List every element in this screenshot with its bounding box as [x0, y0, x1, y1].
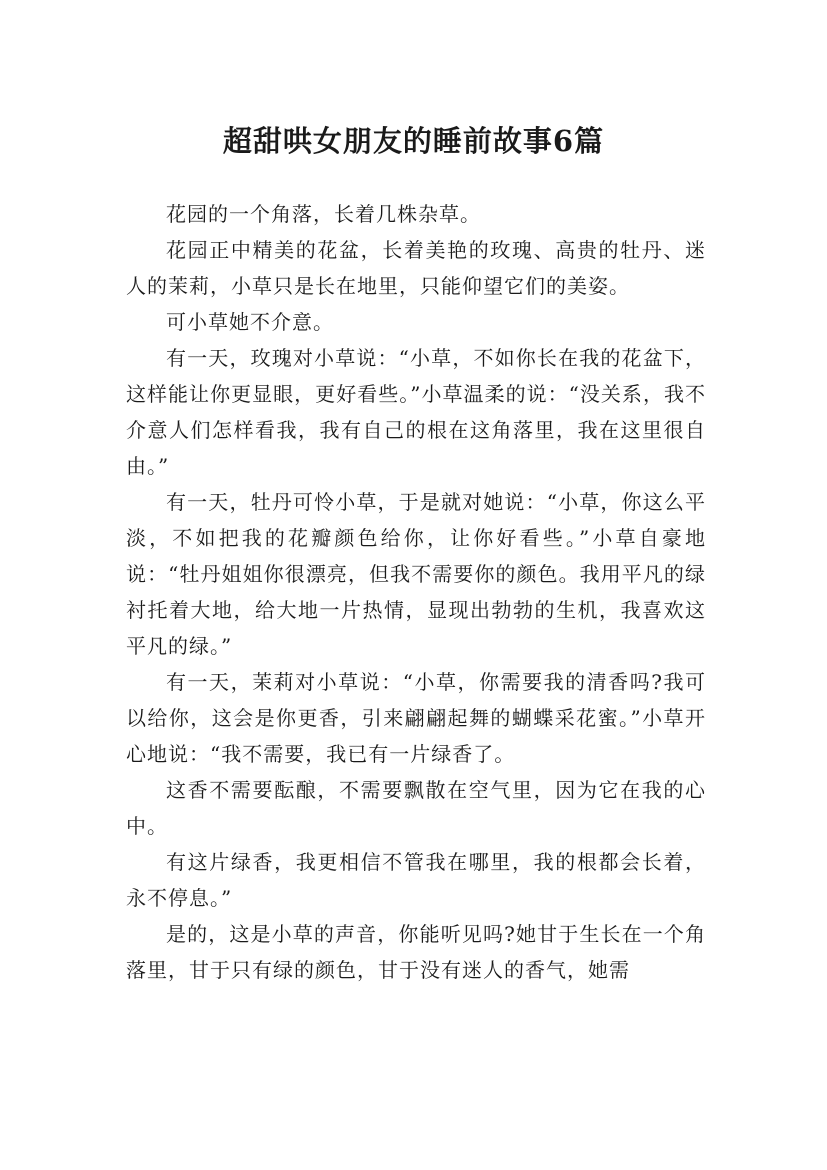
paragraph: 是的，这是小草的声音，你能听见吗?她甘于生长在一个角落里，甘于只有绿的颜色，甘于没有迷人的香气，她需	[126, 922, 706, 982]
paragraph: 可小草她不介意。	[166, 310, 334, 334]
paragraph: 有一天，玫瑰对小草说：“小草，不如你长在我的花盆下，这样能让你更显眼，更好看些。”小草温柔的说：“没关系，我不介意人们怎样看我，我有自己的根在这角落里，我在这里很自由。”	[126, 346, 706, 478]
paragraph: 这香不需要酝酿，不需要飘散在空气里，因为它在我的心中。	[126, 778, 706, 838]
paragraph: 花园的一个角落，长着几株杂草。	[166, 202, 481, 226]
paragraph: 有这片绿香，我更相信不管我在哪里，我的根都会长着，永不停息。”	[126, 850, 706, 910]
paragraph: 花园正中精美的花盆，长着美艳的玫瑰、高贵的牡丹、迷人的茉莉，小草只是长在地里，只能仰望它们的美姿。	[126, 238, 706, 298]
paragraph: 有一天，牡丹可怜小草，于是就对她说：“小草，你这么平淡，不如把我的花瓣颜色给你，让你好看些。”小草自豪地说：“牡丹姐姐你很漂亮，但我不需要你的颜色。我用平凡的绿衬托着大地，给大地一片热情，显现出勃勃的生机，我喜欢这平凡的绿。”	[126, 490, 706, 658]
paragraph: 有一天，茉莉对小草说：“小草，你需要我的清香吗?我可以给你，这会是你更香，引来翩翩起舞的蝴蝶采花蜜。”小草开心地说：“我不需要，我已有一片绿香了。	[126, 670, 706, 766]
document-title: 超甜哄女朋友的睡前故事6篇	[222, 124, 605, 159]
document-body	[126, 196, 706, 988]
